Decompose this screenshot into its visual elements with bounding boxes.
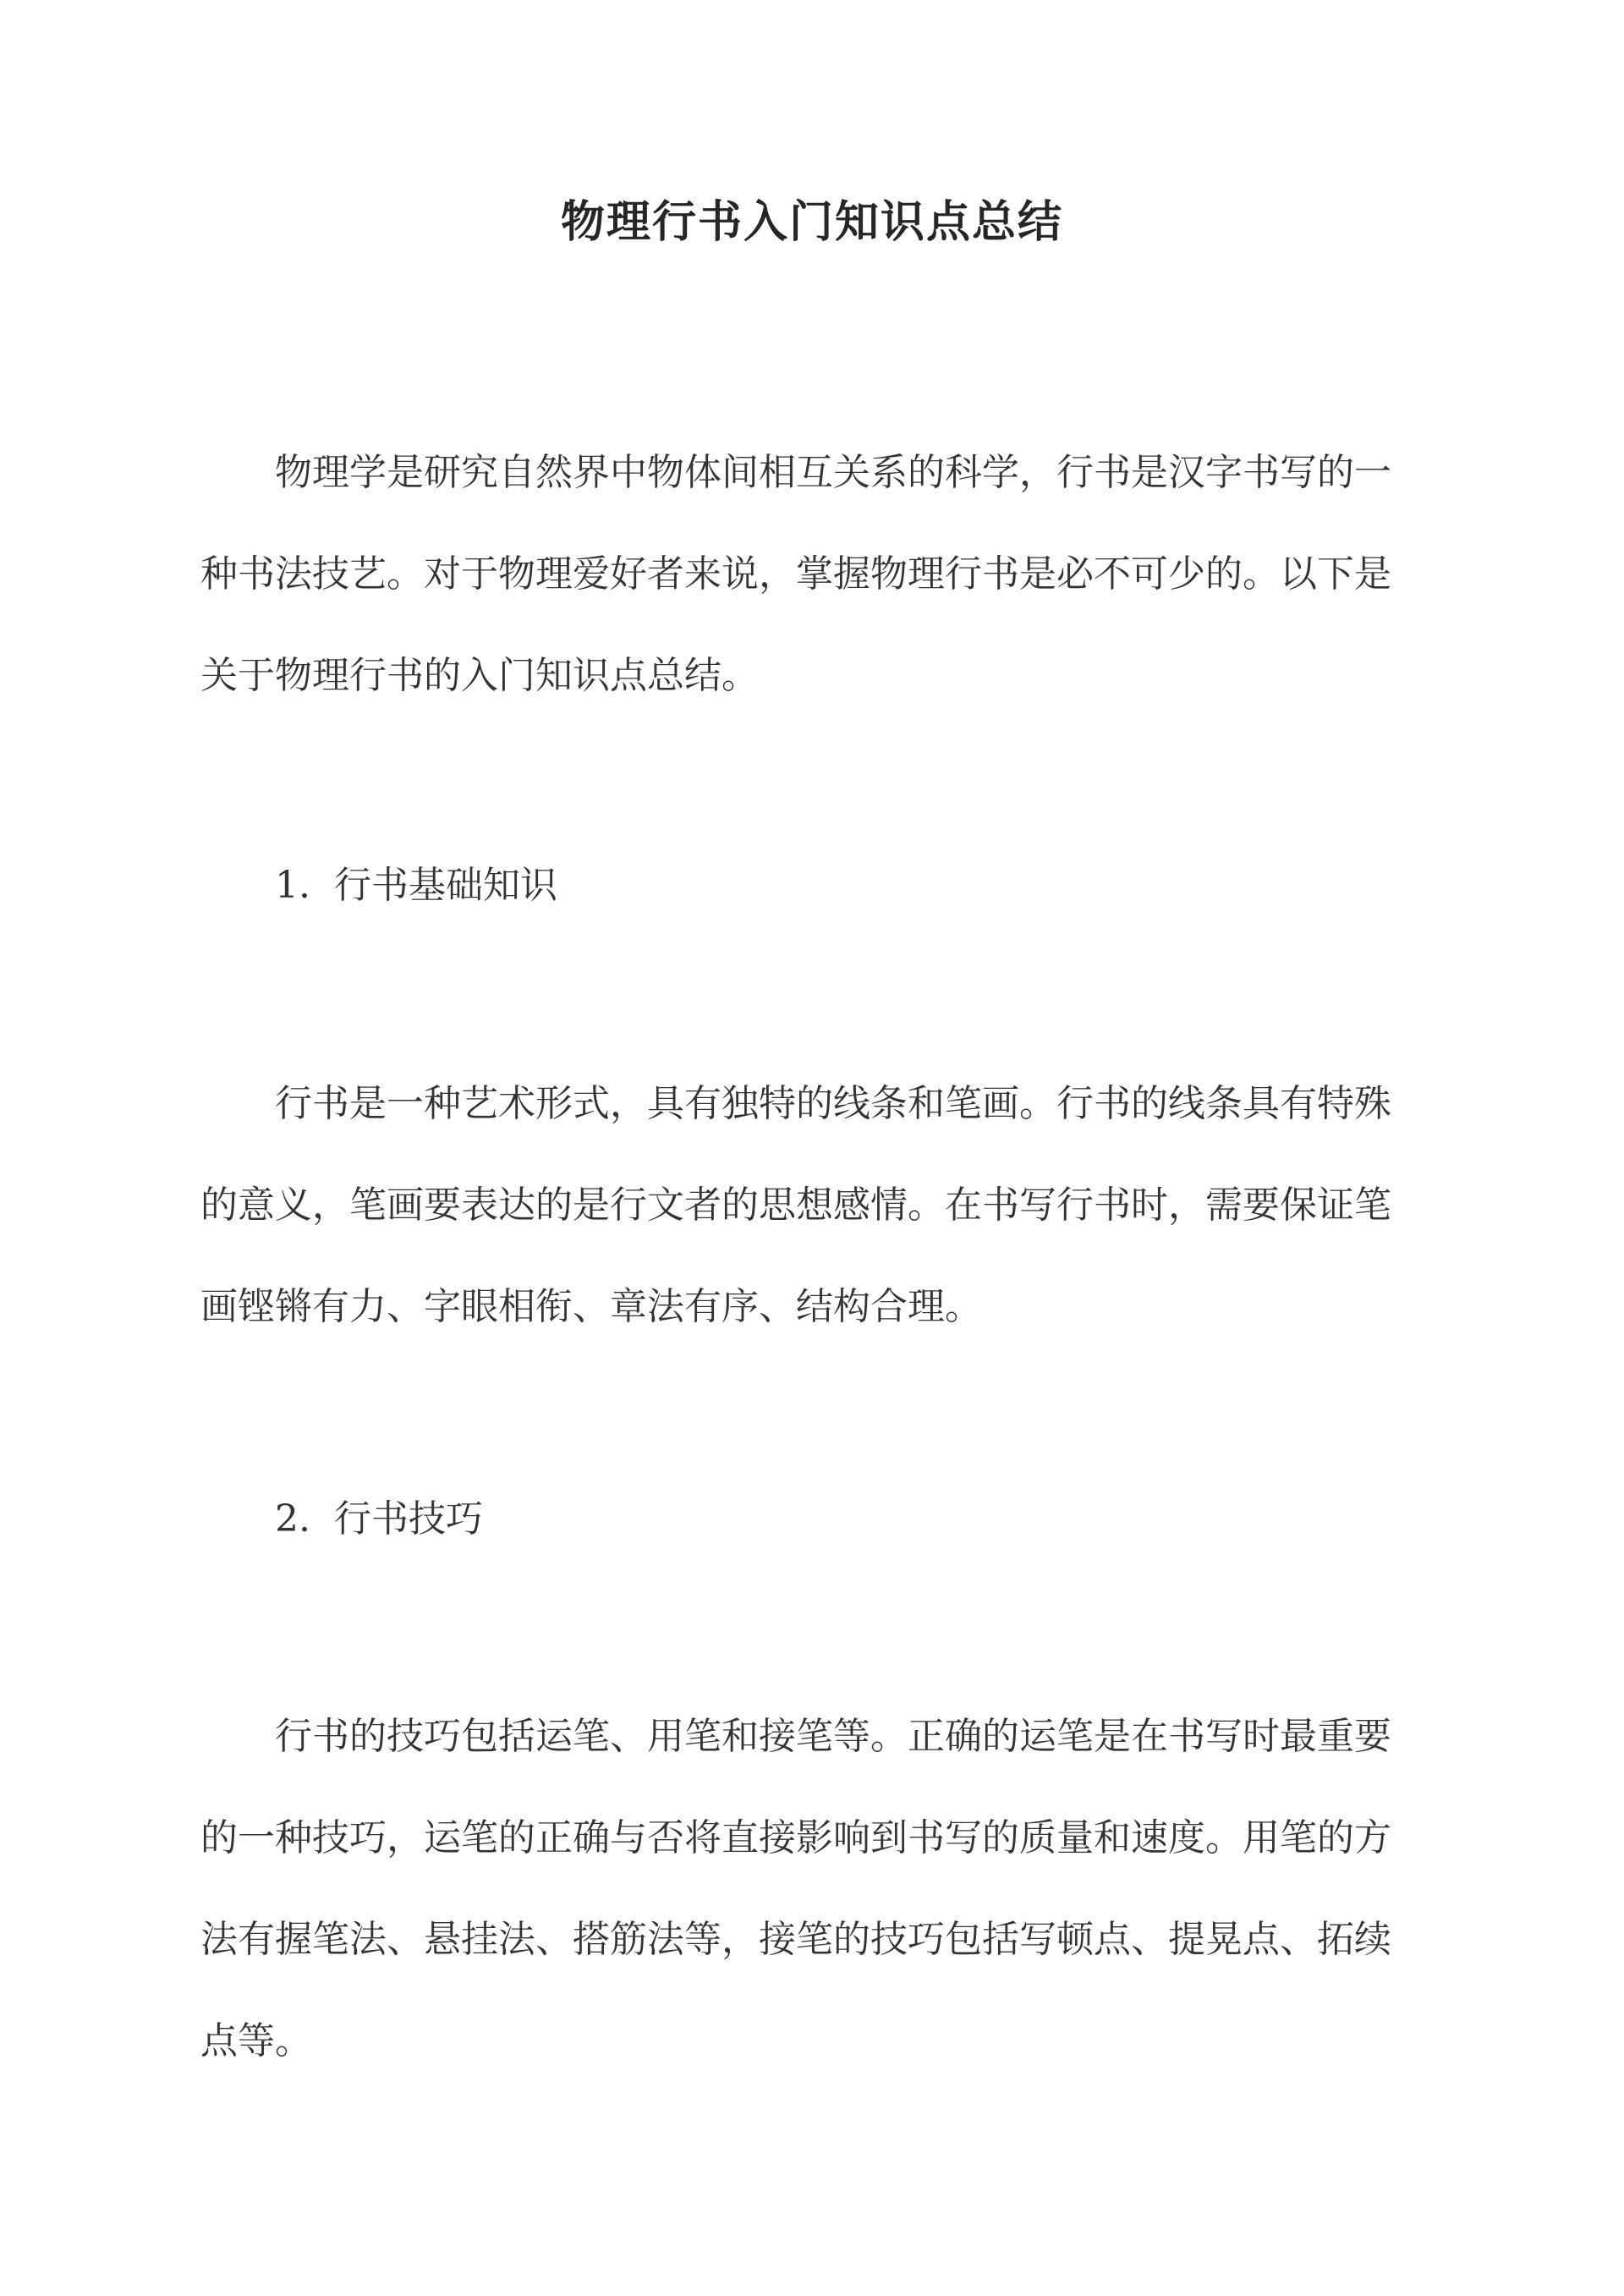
section-number: 2. — [275, 1497, 310, 1541]
intro-paragraph: 物理学是研究自然界中物体间相互关系的科学，行书是汉字书写的一种书法技艺。对于物理爱好者来说，掌握物理行书是必不可少的。以下是关于物理行书的入门知识点总结。 — [200, 451, 1391, 697]
section-1-paragraph: 行书是一种艺术形式，具有独特的线条和笔画。行书的线条具有特殊的意义，笔画要表达的是行文者的思想感情。在书写行书时，需要保证笔画铿锵有力、字眼相衔、章法有序、结构合理。 — [200, 1082, 1391, 1328]
section-title: 行书基础知识 — [333, 864, 557, 907]
section-heading-2 — [275, 1494, 483, 1545]
section-2-paragraph: 行书的技巧包括运笔、用笔和接笔等。正确的运笔是在书写时最重要的一种技巧，运笔的正确与否将直接影响到书写的质量和速度。用笔的方法有握笔法、悬挂法、搭筋法等，接笔的技巧包括写顿点、提晃点、拓续点等。 — [200, 1715, 1391, 2063]
section-heading-1 — [275, 860, 557, 911]
section-number: 1. — [275, 864, 310, 907]
page-title: 物理行书入门知识点总结 — [560, 196, 1063, 248]
section-title: 行书技巧 — [333, 1497, 483, 1541]
